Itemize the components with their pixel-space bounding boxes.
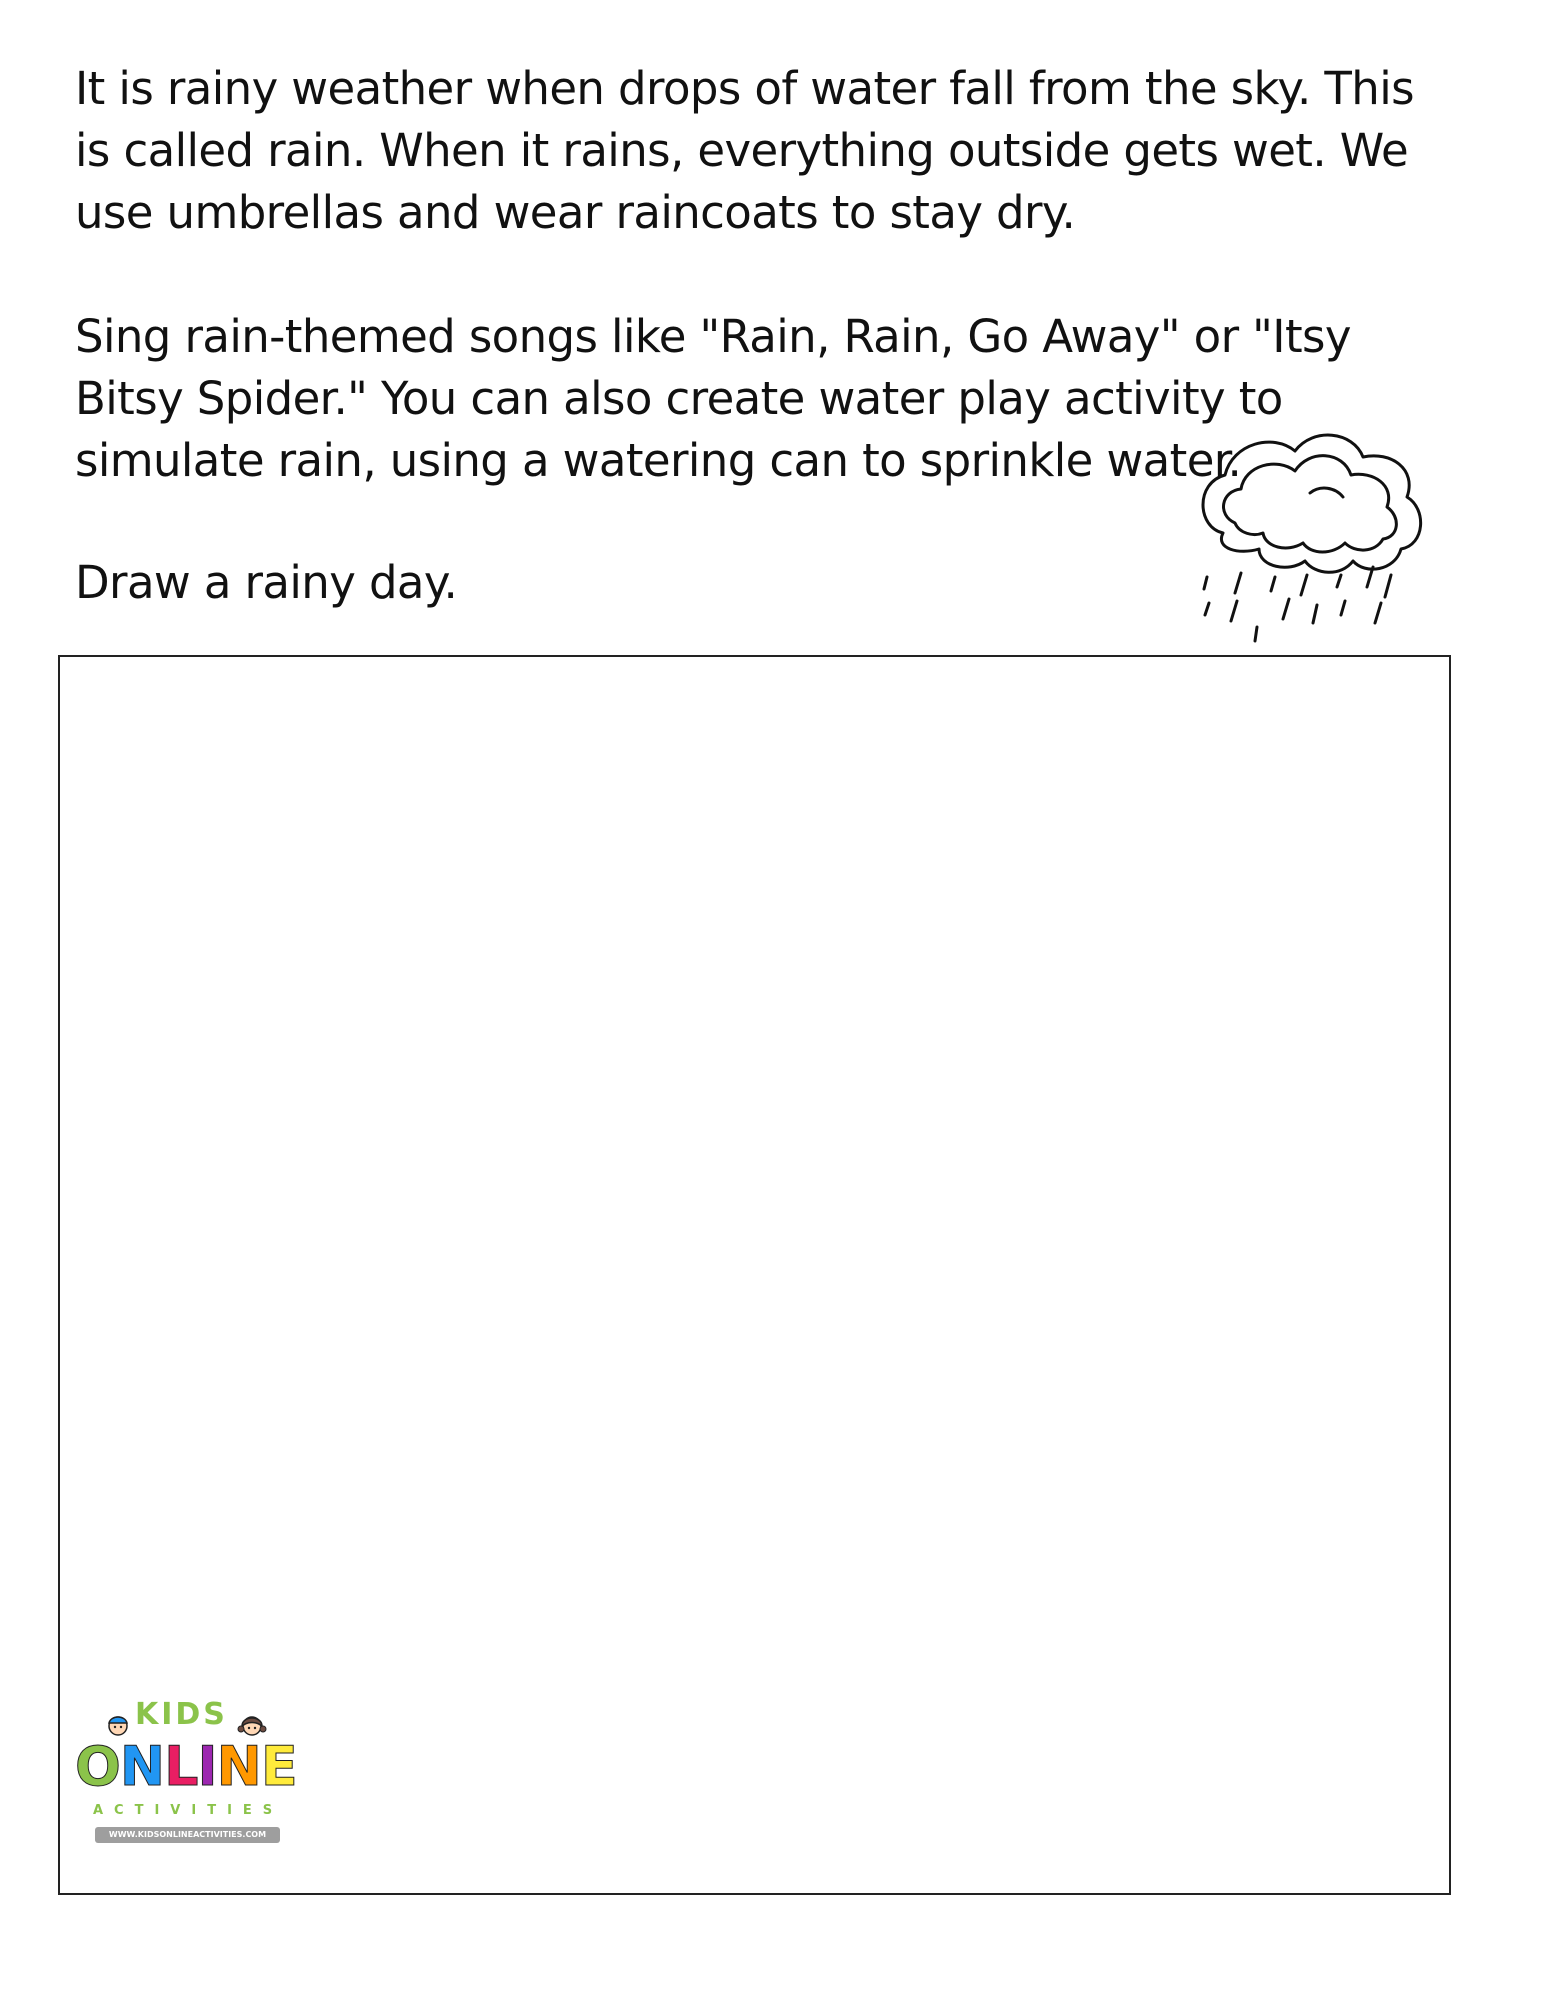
songs-paragraph: Sing rain-themed songs like "Rain, Rain, Go Away" or "Itsy Bitsy Spider." You can also create water play activity to simulate rain, using a watering can to sprinkle water. (75, 310, 1351, 487)
logo-letter-i: I (197, 1735, 217, 1798)
intro-paragraph: It is rainy weather when drops of water fall from the sky. This is called rain. When it rains, everything outside gets wet. We use umbrellas and wear raincoats to stay dry. (75, 62, 1414, 239)
rain-cloud-icon (1195, 425, 1430, 655)
logo-letter-l: L (164, 1735, 198, 1798)
instruction-text: Draw a rainy day. (75, 556, 458, 609)
rain-drops (1204, 567, 1391, 641)
cloud-smile (1310, 488, 1343, 497)
logo-letter-n: N (119, 1735, 165, 1798)
kids-online-activities-logo (75, 1695, 295, 1850)
logo-letter-e: E (260, 1735, 297, 1798)
logo-kids-text: KIDS (135, 1697, 228, 1732)
logo-activities-text: ACTIVITIES (93, 1803, 284, 1818)
logo-url-badge: WWW.KIDSONLINEACTIVITIES.COM (95, 1827, 280, 1843)
cloud-inner-line (1224, 456, 1397, 552)
logo-letter-n2: N (216, 1735, 261, 1798)
logo-letter-o: O (75, 1735, 120, 1798)
logo-online-text (75, 1737, 297, 1797)
